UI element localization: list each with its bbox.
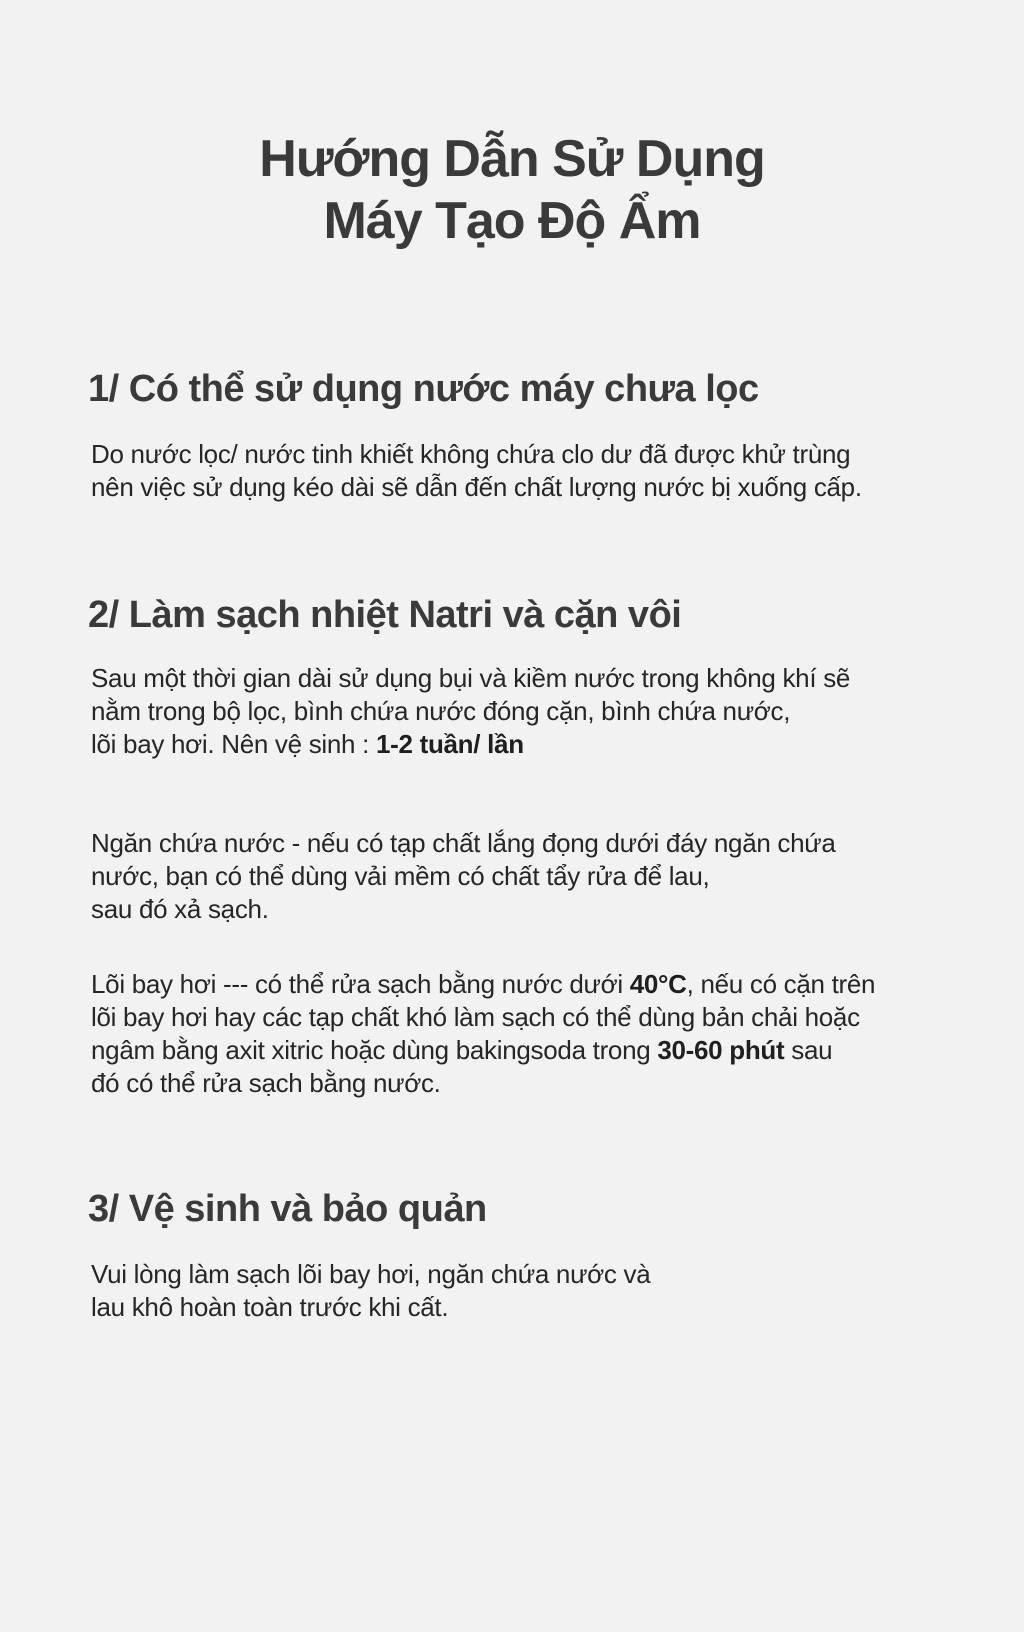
paragraph-line: nên việc sử dụng kéo dài sẽ dẫn đến chất lượng nước bị xuống cấp. <box>91 472 862 502</box>
paragraph-line: sau đó xả sạch. <box>91 894 269 924</box>
section-2-paragraph-2 <box>91 827 971 926</box>
page-title-line-1: Hướng Dẫn Sử Dụng <box>259 130 765 188</box>
cleaning-frequency: 1-2 tuần/ lần <box>375 729 524 759</box>
paragraph-text: lõi bay hơi. Nên vệ sinh : <box>91 729 376 759</box>
soak-duration: 30-60 phút <box>657 1035 785 1065</box>
paragraph-line: đó có thể rửa sạch bằng nước. <box>91 1068 441 1098</box>
paragraph-line <box>91 968 971 1001</box>
paragraph-text: sau <box>784 1035 833 1065</box>
paragraph-line: lõi bay hơi hay các tạp chất khó làm sạch có thể dùng bản chải hoặc <box>91 1002 860 1032</box>
section-2-paragraph-1 <box>91 662 971 761</box>
paragraph-line: Do nước lọc/ nước tinh khiết không chứa clo dư đã được khử trùng <box>91 439 851 469</box>
section-1-heading: 1/ Có thể sử dụng nước máy chưa lọc <box>88 368 759 410</box>
page-title-line-2: Máy Tạo Độ Ẩm <box>323 192 701 250</box>
paragraph-text: ngâm bằng axit xitric hoặc dùng bakingsoda trong <box>91 1035 658 1065</box>
paragraph-line: nước, bạn có thể dùng vải mềm có chất tẩy rửa để lau, <box>91 861 710 891</box>
paragraph-line: Ngăn chứa nước - nếu có tạp chất lắng đọng dưới đáy ngăn chứa <box>91 828 836 858</box>
section-3-heading: 3/ Vệ sinh và bảo quản <box>88 1188 487 1230</box>
paragraph-text: , nếu có cặn trên <box>686 969 876 999</box>
section-3-paragraph <box>91 1258 971 1324</box>
paragraph-line <box>91 1034 971 1067</box>
paragraph-line: lau khô hoàn toàn trước khi cất. <box>91 1292 449 1322</box>
section-2-paragraph-3 <box>91 968 971 1100</box>
paragraph-line <box>91 728 971 761</box>
paragraph-line: Vui lòng làm sạch lõi bay hơi, ngăn chứa nước và <box>91 1259 651 1289</box>
section-1-paragraph <box>91 438 971 504</box>
paragraph-line: nằm trong bộ lọc, bình chứa nước đóng cặn, bình chứa nước, <box>91 696 791 726</box>
paragraph-text: Lõi bay hơi --- có thể rửa sạch bằng nước dưới <box>91 969 630 999</box>
paragraph-line: Sau một thời gian dài sử dụng bụi và kiềm nước trong không khí sẽ <box>91 663 851 693</box>
water-temperature: 40°C <box>629 969 687 999</box>
section-2-heading: 2/ Làm sạch nhiệt Natri và cặn vôi <box>88 594 682 636</box>
